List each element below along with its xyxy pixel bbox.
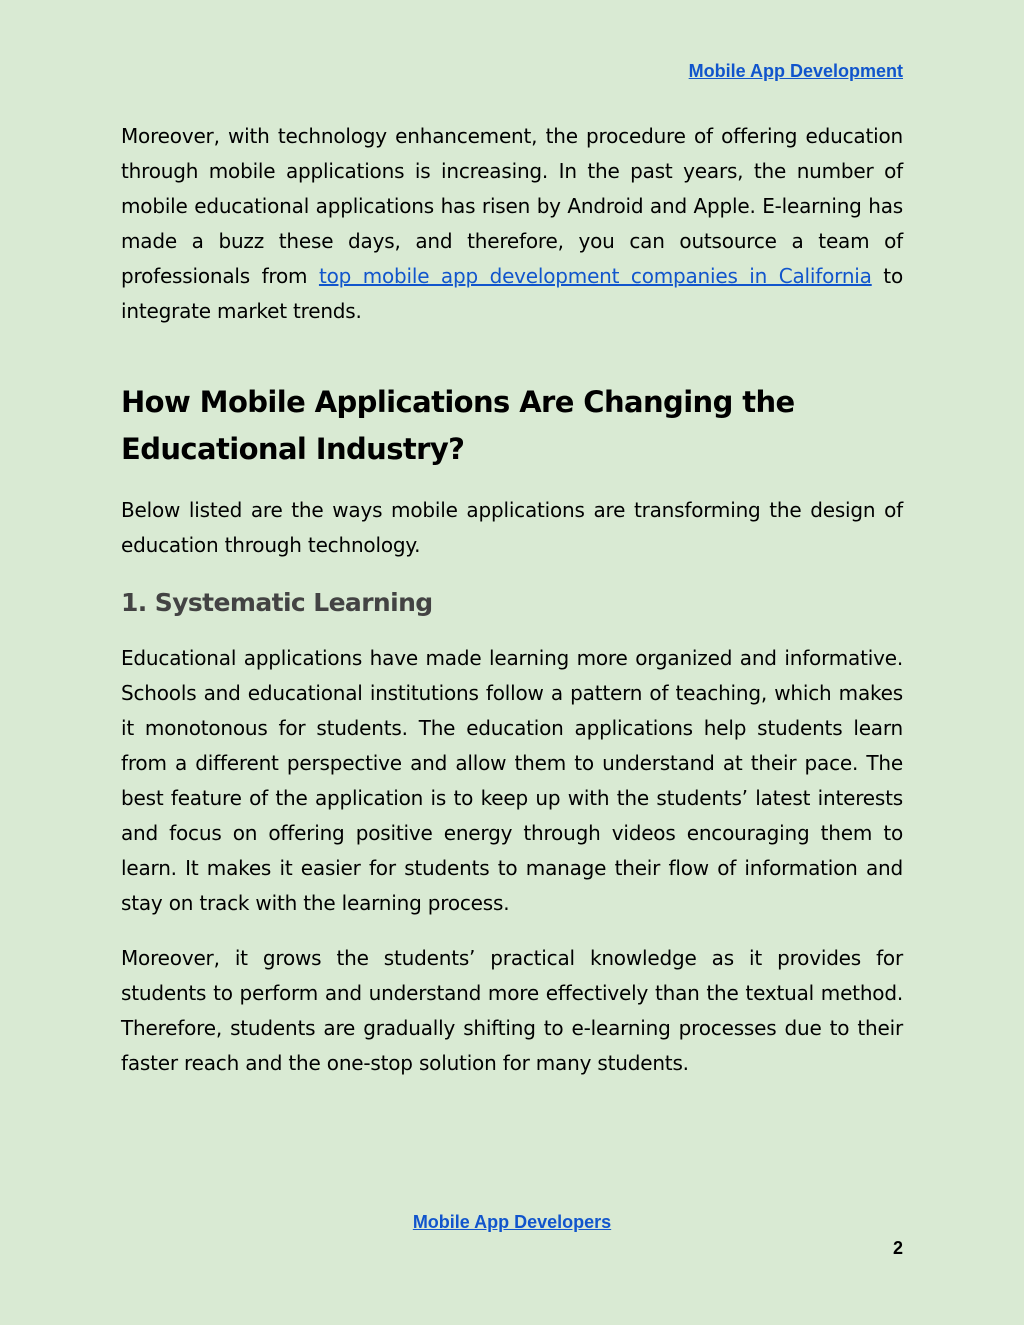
section-lead: Below listed are the ways mobile applications are transforming the design of education through technology. [121,498,903,557]
companies-link[interactable]: top mobile app development companies in California [318,264,872,288]
section-heading: How Mobile Applications Are Changing the Educational Industry? [121,385,795,466]
footer-link[interactable]: Mobile App Developers [412,1212,612,1232]
systematic-learning-paragraph-2: Moreover, it grows the students’ practical knowledge as it provides for students to perform and understand more effectively than the textual method. Therefore, students are gradually shifting to e-learning processes due to their faster reach and the one-stop solution for many students. [121,946,903,1075]
footer [0,1212,1024,1233]
document-body [121,119,903,1081]
page-number: 2 [892,1238,903,1258]
systematic-learning-paragraph-1: Educational applications have made learning more organized and informative. Schools and educational institutions follow a pattern of teaching, which makes it monotonous for students. The education applications help students learn from a different perspective and allow them to understand at their pace. The best feature of the application is to keep up with the students’ latest interests and focus on offering positive energy through videos encouraging them to learn. It makes it easier for students to manage their flow of information and stay on track with the learning process. [121,646,903,915]
subsection-heading: 1. Systematic Learning [121,588,433,617]
intro-text: Moreover, with technology enhancement, the procedure of offering education through mobile applications is increasing. In the past years, the number of mobile educational applications has risen by Android and Apple. E-learning has made a buzz these days, and therefore, you can outsource a team of professionals from [121,124,903,288]
intro-text-end: to integrate market trends. [121,264,903,323]
header-link[interactable]: Mobile App Development [688,61,903,81]
intro-paragraph [121,119,903,329]
